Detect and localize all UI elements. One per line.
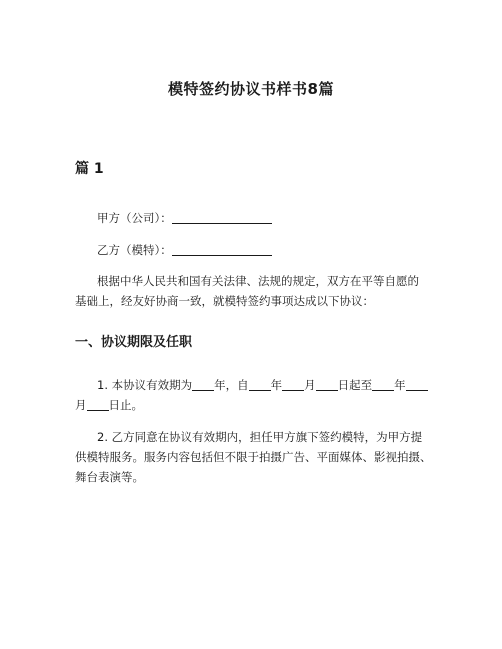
clause-1-part-5: 日起至 [337, 378, 373, 392]
clause-2-line-3: 舞台表演等。 [75, 470, 144, 484]
clause-2-paragraph [75, 427, 432, 487]
clause-2-line-1: 2. 乙方同意在协议有效期内，担任甲方旗下签约模特，为甲方提 [97, 430, 423, 444]
clause-1-part-2: 年，自 [214, 378, 249, 392]
party-b-blank [172, 243, 272, 256]
heading-term-and-position: 一、协议期限及任职 [75, 335, 193, 350]
clause-1-blank-start-month [282, 378, 304, 391]
document-title: 模特签约协议书样书8篇 [168, 80, 334, 98]
party-a-line [97, 210, 272, 226]
party-b-line [97, 242, 272, 258]
clause-1-line-2-suffix: 日止。 [108, 398, 143, 412]
clause-1-part-3: 年 [270, 378, 283, 392]
clause-1-blank-end-day [87, 398, 109, 411]
party-b-label: 乙方（模特）： [97, 243, 172, 257]
party-a-blank [172, 211, 272, 224]
clause-1-blank-years [192, 378, 214, 391]
party-a-label: 甲方（公司）： [97, 211, 172, 225]
clause-1-part-1: 1. 本协议有效期为 [97, 378, 193, 392]
clause-1-line-2-prefix: 月 [75, 398, 87, 412]
preamble-line-1: 根据中华人民共和国有关法律、法规的规定，双方在平等自愿的 [97, 274, 419, 288]
clause-1-blank-end-year [372, 378, 394, 391]
clause-1-line-1 [75, 375, 427, 395]
clause-1-blank-end-month [406, 378, 428, 391]
section-label: 篇 1 [75, 161, 104, 177]
clause-1-part-4: 月 [304, 378, 316, 392]
clause-1-blank-start-day [316, 378, 338, 391]
preamble-paragraph [75, 271, 427, 311]
clause-1-blank-start-year [249, 378, 271, 391]
clause-2-line-2: 供模特服务。服务内容包括但不限于拍摄广告、平面媒体、影视拍摄、 [75, 450, 432, 464]
clause-1-paragraph [75, 375, 427, 415]
clause-1-part-6: 年 [394, 378, 406, 392]
clause-1-line-2 [75, 395, 427, 415]
preamble-line-2: 基础上，经友好协商一致，就模特签约事项达成以下协议： [75, 294, 374, 308]
